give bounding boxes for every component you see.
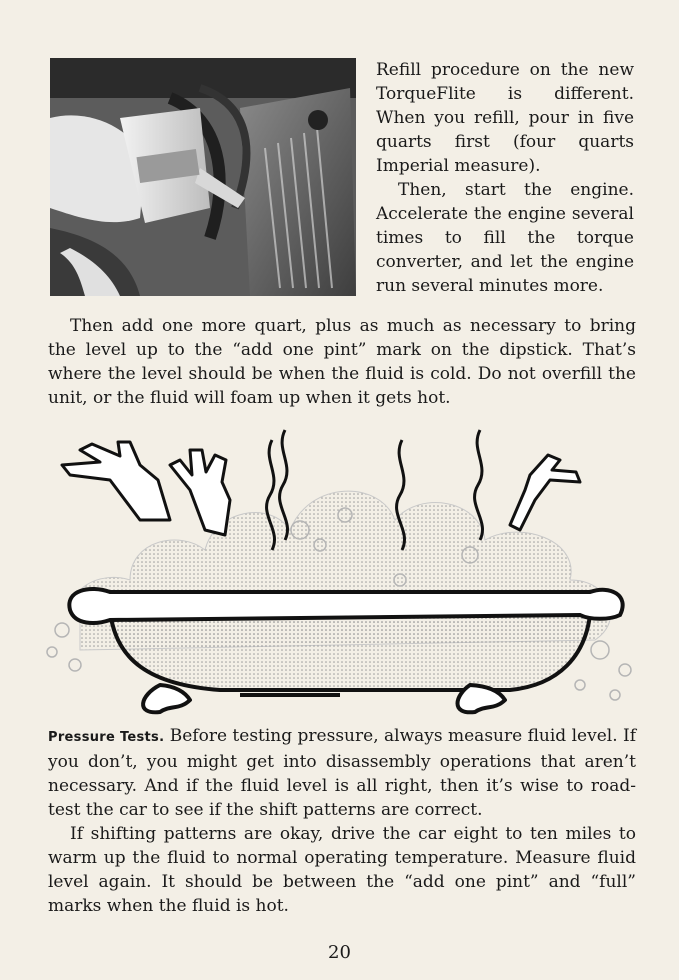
pressure-tests-heading: Pressure Tests. — [48, 730, 165, 745]
shifting-paragraph: If shifting patterns are okay, drive the car eight to ten miles to warm up the fluid to normal operating temperature. Measure fluid level again. It should be between the “add one pint” and “full” marks when the fluid is hot. — [48, 824, 636, 916]
refill-side-text — [376, 58, 634, 298]
refill-paragraph-1: Refill procedure on the new TorqueFlite is different. When you refill, pour in five quarts first (four quarts Imperial measure). — [376, 60, 634, 176]
page-number: 20 — [328, 942, 351, 963]
refill-paragraph-2: Then, start the engine. Accelerate the engine several times to fill the torque converter, and let the engine run several minutes more. — [376, 180, 634, 296]
foaming-bathtub-illustration — [40, 420, 640, 720]
refill-photo — [50, 58, 356, 296]
pressure-tests-paragraph — [48, 724, 636, 822]
pressure-tests-text: Before testing pressure, always measure fluid level. If you don’t, you might get into disassembly operations that aren’t necessary. And if the fluid level is all right, then it’s wise to road-test the car to see if the shift patterns are correct. — [48, 726, 637, 820]
refill-continued-paragraph: Then add one more quart, plus as much as necessary to bring the level up to the “add one pint” mark on the dipstick. That’s where the level should be when the fluid is cold. Do not overfill the unit, or the fluid will foam up when it gets hot. — [48, 316, 636, 408]
